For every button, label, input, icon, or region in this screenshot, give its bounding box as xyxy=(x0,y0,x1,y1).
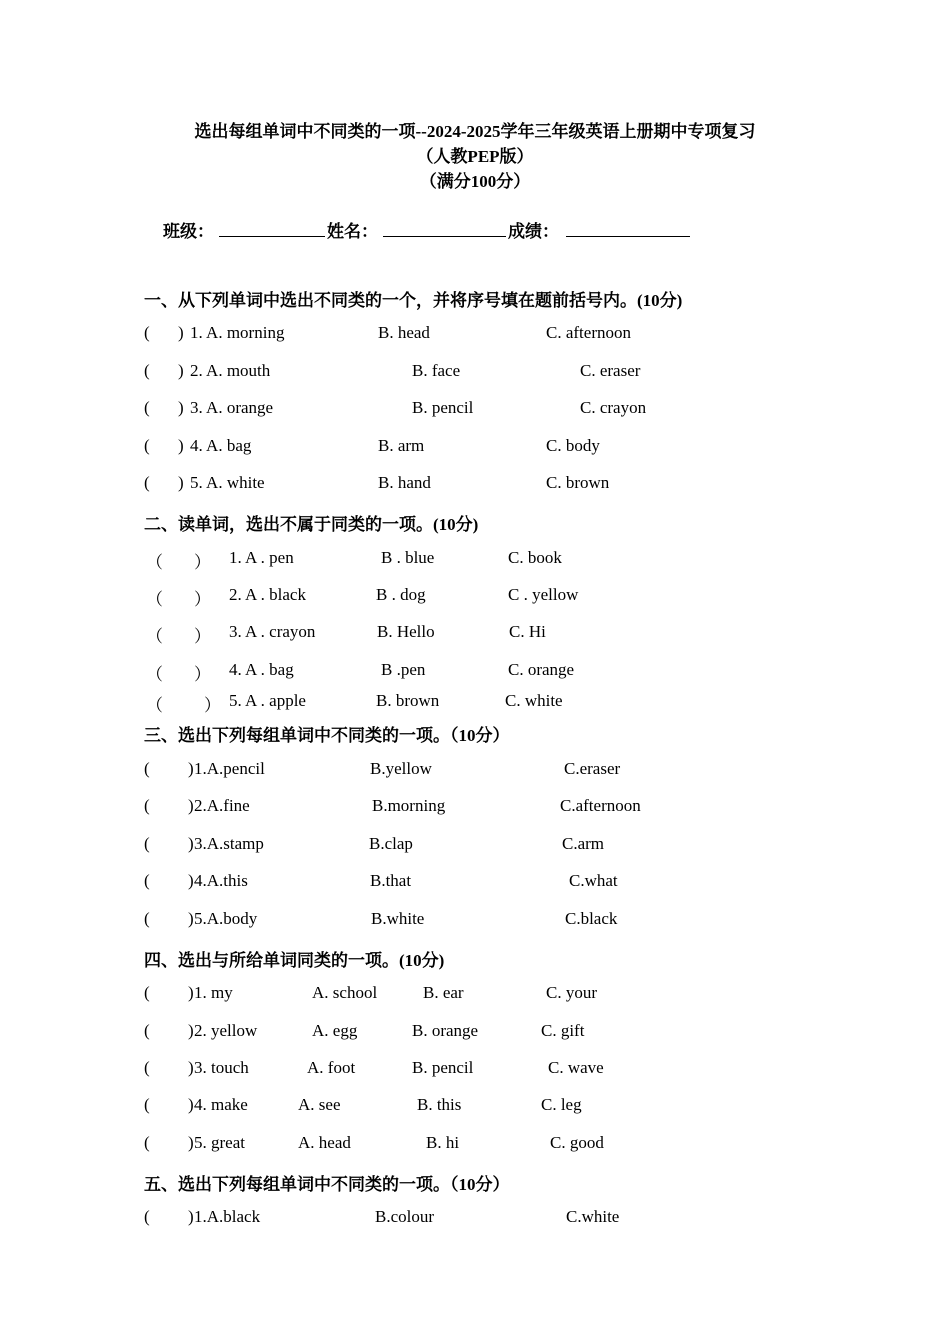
answer-paren-close: ) xyxy=(178,361,184,380)
question-option-a: 4. A. bag xyxy=(190,436,252,455)
option-c: C. your xyxy=(546,983,597,1002)
question-word: 4. make xyxy=(194,1095,248,1114)
question-word: 1. my xyxy=(194,983,233,1002)
answer-paren-open[interactable]: （ xyxy=(146,627,163,646)
option-b: B . dog xyxy=(376,585,426,604)
option-c: C.afternoon xyxy=(560,796,641,815)
option-b: B. this xyxy=(417,1095,462,1114)
option-b: B. pencil xyxy=(412,1058,474,1077)
name-label: 姓名： xyxy=(327,222,378,241)
option-b: B. face xyxy=(412,361,461,380)
document-subtitle-score: （满分100分） xyxy=(419,172,531,191)
answer-paren-open[interactable]: ( xyxy=(144,398,150,417)
option-b: B. hand xyxy=(378,473,431,492)
question-option-a: 4. A . bag xyxy=(229,660,294,679)
class-blank[interactable] xyxy=(219,236,325,237)
question-option-a: 3. A. orange xyxy=(190,398,274,417)
answer-paren-open[interactable]: ( xyxy=(144,796,150,815)
answer-paren-open[interactable]: （ xyxy=(146,553,163,572)
option-b: B. orange xyxy=(412,1021,479,1040)
question-option-a: 3. A . crayon xyxy=(229,622,316,641)
section-3-heading: 三、选出下列每组单词中不同类的一项。（10分） xyxy=(144,726,510,745)
option-b: B.morning xyxy=(372,796,446,815)
option-b: B.yellow xyxy=(370,759,432,778)
answer-paren-close: ) xyxy=(178,473,184,492)
answer-paren-close: ） xyxy=(194,553,211,572)
answer-paren-close: ) xyxy=(188,1095,194,1114)
answer-paren-close: ） xyxy=(194,627,211,646)
answer-paren-close: ) xyxy=(178,436,184,455)
answer-paren-open[interactable]: （ xyxy=(146,665,163,684)
answer-paren-open[interactable]: ( xyxy=(144,1133,150,1152)
section-5-heading: 五、选出下列每组单词中不同类的一项。（10分） xyxy=(144,1175,510,1194)
option-b: B. arm xyxy=(378,436,425,455)
option-c: C. book xyxy=(508,548,562,567)
answer-paren-open[interactable]: ( xyxy=(144,834,150,853)
option-b: B. head xyxy=(378,323,430,342)
answer-paren-open[interactable]: ( xyxy=(144,361,150,380)
option-b: B. hi xyxy=(426,1133,460,1152)
question-option-a: 5. A. white xyxy=(190,473,265,492)
option-c: C.eraser xyxy=(564,759,621,778)
option-b: B.that xyxy=(370,871,412,890)
answer-paren-close: ) xyxy=(188,1021,194,1040)
answer-paren-open[interactable]: ( xyxy=(144,909,150,928)
answer-paren-close: ) xyxy=(178,323,184,342)
answer-paren-close: ） xyxy=(194,590,211,609)
answer-paren-open[interactable]: ( xyxy=(144,759,150,778)
answer-paren-close: ) xyxy=(178,398,184,417)
score-blank[interactable] xyxy=(566,236,690,237)
question-option-a: 1. A . pen xyxy=(229,548,294,567)
option-a: A. see xyxy=(298,1095,341,1114)
question-word: 2. yellow xyxy=(194,1021,258,1040)
answer-paren-open[interactable]: ( xyxy=(144,871,150,890)
answer-paren-open[interactable]: ( xyxy=(144,436,150,455)
option-b: B.clap xyxy=(369,834,413,853)
question-option-a: 2.A.fine xyxy=(194,796,250,815)
option-c: C. brown xyxy=(546,473,610,492)
option-c: C. gift xyxy=(541,1021,585,1040)
option-c: C. leg xyxy=(541,1095,582,1114)
option-a: A. egg xyxy=(312,1021,358,1040)
option-a: A. foot xyxy=(307,1058,356,1077)
question-option-a: 5.A.body xyxy=(194,909,258,928)
option-c: C. wave xyxy=(548,1058,604,1077)
question-option-a: 2. A. mouth xyxy=(190,361,271,380)
answer-paren-open[interactable]: ( xyxy=(144,1095,150,1114)
question-option-a: 1.A.pencil xyxy=(194,759,265,778)
answer-paren-open[interactable]: ( xyxy=(144,1058,150,1077)
name-blank[interactable] xyxy=(383,236,506,237)
answer-paren-open[interactable]: （ xyxy=(146,696,163,715)
option-c: C.black xyxy=(565,909,618,928)
option-c: C.what xyxy=(569,871,618,890)
answer-paren-close: ) xyxy=(188,759,194,778)
question-option-a: 2. A . black xyxy=(229,585,306,604)
option-b: B. pencil xyxy=(412,398,474,417)
option-b: B. brown xyxy=(376,691,440,710)
answer-paren-open[interactable]: ( xyxy=(144,983,150,1002)
answer-paren-open[interactable]: ( xyxy=(144,323,150,342)
score-label: 成绩： xyxy=(508,222,559,241)
answer-paren-open[interactable]: ( xyxy=(144,1207,150,1226)
answer-paren-open[interactable]: ( xyxy=(144,473,150,492)
option-c: C. Hi xyxy=(509,622,546,641)
answer-paren-close: ） xyxy=(194,665,211,684)
answer-paren-close: ) xyxy=(188,1058,194,1077)
option-b: B.colour xyxy=(375,1207,435,1226)
answer-paren-open[interactable]: ( xyxy=(144,1021,150,1040)
option-c: C.arm xyxy=(562,834,605,853)
answer-paren-close: ) xyxy=(188,796,194,815)
question-option-a: 1.A.black xyxy=(194,1207,261,1226)
option-c: C . yellow xyxy=(508,585,579,604)
option-a: A. school xyxy=(312,983,378,1002)
document-subtitle-edition: （人教PEP版） xyxy=(416,147,534,166)
option-b: B. Hello xyxy=(377,622,435,641)
option-a: A. head xyxy=(298,1133,351,1152)
option-c: C. eraser xyxy=(580,361,641,380)
option-c: C. good xyxy=(550,1133,604,1152)
option-c: C. white xyxy=(505,691,563,710)
answer-paren-open[interactable]: （ xyxy=(146,590,163,609)
question-option-a: 1. A. morning xyxy=(190,323,285,342)
option-c: C. afternoon xyxy=(546,323,631,342)
answer-paren-close: ) xyxy=(188,983,194,1002)
document-title: 选出每组单词中不同类的一项--2024-2025学年三年级英语上册期中专项复习 xyxy=(194,122,756,141)
section-2-heading: 二、读单词，选出不属于同类的一项。(10分) xyxy=(144,515,479,534)
answer-paren-close: ) xyxy=(188,909,194,928)
question-option-a: 5. A . apple xyxy=(229,691,306,710)
option-b: B .pen xyxy=(381,660,426,679)
option-c: C. crayon xyxy=(580,398,647,417)
option-b: B.white xyxy=(371,909,425,928)
question-word: 3. touch xyxy=(194,1058,249,1077)
section-1-heading: 一、从下列单词中选出不同类的一个，并将序号填在题前括号内。(10分) xyxy=(144,291,683,310)
section-4-heading: 四、选出与所给单词同类的一项。(10分) xyxy=(144,951,445,970)
answer-paren-close: ) xyxy=(188,1133,194,1152)
option-c: C. body xyxy=(546,436,600,455)
option-c: C.white xyxy=(566,1207,620,1226)
answer-paren-close: ) xyxy=(188,1207,194,1226)
question-option-a: 3.A.stamp xyxy=(194,834,264,853)
question-option-a: 4.A.this xyxy=(194,871,248,890)
option-c: C. orange xyxy=(508,660,575,679)
answer-paren-close: ) xyxy=(188,871,194,890)
option-b: B. ear xyxy=(423,983,464,1002)
answer-paren-close: ) xyxy=(188,834,194,853)
option-b: B . blue xyxy=(381,548,435,567)
question-word: 5. great xyxy=(194,1133,245,1152)
answer-paren-close: ） xyxy=(204,696,221,715)
class-label: 班级： xyxy=(163,222,214,241)
